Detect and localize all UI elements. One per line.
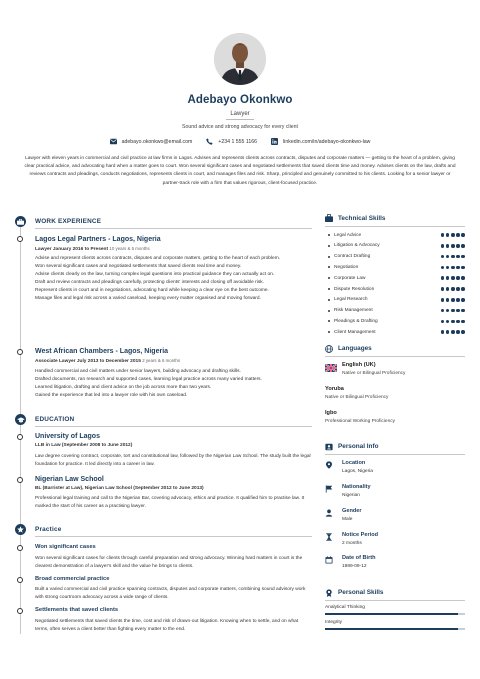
timeline-dot (17, 434, 23, 440)
skill-rating (441, 330, 465, 334)
bullet (328, 331, 330, 333)
badge-icon (325, 589, 333, 597)
rating-dot (456, 298, 460, 302)
skill-rating (441, 244, 465, 248)
rating-dot (446, 320, 450, 324)
bullet (328, 256, 330, 258)
rating-dot (461, 276, 465, 280)
personal-skill-bar (325, 613, 465, 615)
calendar-icon (325, 556, 333, 564)
personal-skill-name: Analytical Thinking (325, 605, 365, 610)
skill-row (328, 296, 465, 304)
rating-dot (461, 320, 465, 324)
practice-description: Built a varied commercial and civil practice spanning contracts, disputes and corporate matters, combining sound advisory work with strong courtroom advocacy across a wide range of clients. (35, 587, 306, 601)
personal-skill-fill (325, 613, 458, 615)
rating-dot (456, 309, 460, 313)
info-label: Notice Period (342, 532, 379, 538)
rating-dot (446, 298, 450, 302)
phone-text: +234 1 555 1166 (218, 138, 258, 145)
info-label: Nationality (342, 484, 371, 490)
skill-row (328, 328, 465, 336)
rating-dot (456, 266, 460, 270)
profile-summary: Lawyer with eleven years in commercial and civil practice at law firms in Lagos. Advises and represents clients across contracts, disputes and corporate matters — getting to the heart of a problem, giving clear practical advice, and advocating hard when a matter goes to court. Won several significant cases and negotiated settlements that saved clients time and money. Advises clients on the law, drafts and reviews contracts and pleadings, conducts negotiations, represents clients in court, and manages files and risk. Sharp, principled and genuinely committed to his clients. Looking for a senior lawyer or partner-track role with a firm that values rigorous, client-focused practice. (24, 156, 456, 186)
info-value: Male (342, 517, 353, 522)
practice-description: Won several significant cases for clients through careful preparation and strong advocacy. Winning hard matters in court is the clearest demonstration of a lawyer's skill and the value he brings to clients. (35, 556, 303, 570)
education-degree: LLB in Law (September 2008 to June 2012) (35, 443, 133, 448)
skill-row (328, 274, 465, 282)
skill-rating (441, 276, 465, 280)
id-card-icon (325, 443, 333, 451)
rating-dot (456, 244, 460, 248)
bullet (328, 299, 330, 301)
rating-dot (451, 233, 455, 237)
rating-dot (451, 320, 455, 324)
bullet (328, 245, 330, 247)
job-company: West African Chambers - Lagos, Nigeria (35, 348, 169, 355)
job-title: Lawyer (230, 111, 250, 117)
info-value: Nigerian (342, 493, 360, 498)
location-pin-icon (325, 461, 333, 469)
info-value: Lagos, Nigeria (342, 469, 373, 474)
flag-icon (325, 485, 333, 493)
globe-icon (325, 345, 333, 353)
language-name: English (UK) (342, 362, 376, 368)
rating-dot (461, 266, 465, 270)
contact-linkedin[interactable] (271, 138, 370, 145)
section-title-experience: WORK EXPERIENCE (35, 218, 102, 225)
timeline-dot (17, 236, 23, 242)
rating-dot (451, 287, 455, 291)
timeline-dot (17, 477, 23, 483)
education-degree: BL (Barrister at Law), Nigerian Law School (September 2012 to June 2013) (35, 486, 204, 491)
skill-row (328, 317, 465, 325)
section-title-personal-skills: Personal Skills (338, 589, 384, 596)
rating-dot (456, 276, 460, 280)
rating-dot (441, 309, 445, 313)
info-label: Location (342, 460, 366, 466)
rating-dot (461, 309, 465, 313)
rating-dot (451, 276, 455, 280)
rating-dot (451, 255, 455, 259)
timeline-dot (17, 608, 23, 614)
contact-bar (0, 138, 480, 145)
rating-dot (456, 255, 460, 259)
mail-icon (110, 138, 117, 145)
language-level: Native or Bilingual Proficiency (342, 371, 406, 376)
graduation-cap-icon (15, 414, 26, 425)
practice-title: Broad commercial practice (35, 576, 110, 582)
info-label: Date of Birth (342, 555, 376, 561)
bullet (328, 277, 330, 279)
rating-dot (456, 330, 460, 334)
timeline-dot (17, 577, 23, 583)
info-label: Gender (342, 508, 362, 514)
section-title-practice: Practice (35, 526, 62, 533)
rating-dot (441, 287, 445, 291)
section-title-education: EDUCATION (35, 416, 75, 423)
skill-row (328, 285, 465, 293)
skill-name: Negotiation (334, 264, 359, 270)
job-description: Handled commercial and civil matters under senior lawyers, building advocacy and drafting skills. Drafted documents, ran research and supported cases, learning legal practice across many varied matters. Learned litigation, drafting and client advice on the job across more than two years. Gained the experience that led into a lawyer role with his own caseload. (35, 369, 262, 399)
practice-description: Negotiated settlements that saved clients the time, cost and risk of drawn-out litigation. Knowing when to settle, and on what terms, often serves a client better than fighting every matter to the end. (35, 619, 299, 633)
job-role-dates: Lawyer January 2016 to Present 10 years & 5 months (35, 246, 150, 252)
personal-skill-fill (325, 628, 458, 630)
section-title-languages: Languages (338, 345, 372, 352)
skill-row (328, 231, 465, 239)
section-divider (35, 426, 312, 427)
timeline-dot (17, 545, 23, 551)
practice-title: Won significant cases (35, 544, 96, 550)
bullet (328, 320, 330, 322)
job-role-dates: Associate Lawyer July 2013 to December 2015 2 years & 6 months (35, 358, 181, 364)
rating-dot (441, 320, 445, 324)
rating-dot (441, 330, 445, 334)
rating-dot (446, 276, 450, 280)
education-school: University of Lagos (35, 433, 100, 440)
contact-phone[interactable] (206, 138, 257, 145)
skill-name: Contract Drafting (334, 254, 371, 260)
section-title-personal-info: Personal Info (338, 443, 379, 450)
bullet (328, 266, 330, 268)
rating-dot (446, 309, 450, 313)
rating-dot (446, 266, 450, 270)
rating-dot (451, 298, 455, 302)
rating-dot (451, 244, 455, 248)
skill-name: Risk Management (334, 308, 373, 314)
briefcase-icon (325, 214, 333, 222)
skill-rating (441, 233, 465, 237)
uk-flag-icon (325, 364, 337, 372)
rating-dot (441, 255, 445, 259)
rating-dot (441, 233, 445, 237)
phone-icon (206, 138, 213, 145)
language-name: Yoruba (325, 386, 344, 392)
rating-dot (446, 287, 450, 291)
rating-dot (441, 298, 445, 302)
education-school: Nigerian Law School (35, 476, 104, 483)
rating-dot (446, 233, 450, 237)
skill-name: Dispute Resolution (334, 286, 375, 292)
skill-name: Legal Advice (334, 232, 362, 238)
personal-skill-name: Integrity (325, 620, 343, 625)
candidate-name: Adebayo Okonkwo (187, 94, 293, 106)
rating-dot (461, 330, 465, 334)
skill-name: Pleadings & Drafting (334, 318, 378, 324)
education-description: Professional legal training and call to the Nigerian Bar, covering advocacy, ethics and practice. It qualified him to practise law. It marked the start of his career as a practising lawyer. (35, 496, 305, 510)
skill-rating (441, 266, 465, 270)
skill-row (328, 242, 465, 250)
practice-title: Settlements that saved clients (35, 607, 119, 613)
rating-dot (446, 255, 450, 259)
skill-rating (441, 287, 465, 291)
user-icon (325, 509, 333, 517)
rating-dot (441, 276, 445, 280)
language-name: Igbo (325, 410, 337, 416)
section-title-skills: Technical Skills (338, 215, 386, 222)
rating-dot (456, 233, 460, 237)
rating-dot (446, 330, 450, 334)
rating-dot (461, 255, 465, 259)
skill-rating (441, 298, 465, 302)
section-divider (325, 356, 465, 357)
rating-dot (456, 287, 460, 291)
section-divider (325, 226, 465, 227)
bullet (328, 234, 330, 236)
hourglass-icon (325, 533, 333, 541)
skill-row (328, 263, 465, 271)
tagline: Sound advice and strong advocacy for every client (182, 124, 298, 130)
timeline-dot (17, 349, 23, 355)
linkedin-text: linkedin.com/in/adebayo-okonkwo-law (283, 138, 371, 145)
rating-dot (451, 309, 455, 313)
rating-dot (451, 266, 455, 270)
rating-dot (456, 320, 460, 324)
briefcase-icon (15, 216, 26, 227)
language-level: Professional Working Proficiency (325, 419, 396, 424)
education-description: Law degree covering contract, corporate, tort and constitutional law, followed by the Nigerian Law School. The study built the legal foundation for practice. It led directly into a career in law. (35, 454, 311, 468)
job-description: Advise and represent clients across contracts, disputes and corporate matters, getting to the heart of each problem. Won several significant cases and negotiated settlements that saved clients real time and money. Advise clients clearly on the law, turning complex legal questions into practical guidance they can actually act on. Draft and review contracts and pleadings carefully, protecting clients' interests and closing off avoidable risk. Represent clients in court and in negotiations, advocating hard while keeping a clear eye on the best outcome. Manage files and legal risk across a varied caseload, keeping every matter organised and moving forward. (35, 256, 281, 302)
linkedin-icon (271, 138, 278, 145)
skill-row (328, 307, 465, 315)
rating-dot (461, 244, 465, 248)
rating-dot (441, 244, 445, 248)
skill-name: Litigation & Advocacy (334, 243, 380, 249)
info-value: 2 months (342, 541, 362, 546)
bullet (328, 288, 330, 290)
skill-name: Client Management (334, 329, 376, 335)
language-level: Native or Bilingual Proficiency (325, 395, 389, 400)
info-value: 1989-09-12 (342, 564, 367, 569)
section-divider (325, 454, 465, 455)
star-icon (15, 524, 26, 535)
skill-rating (441, 255, 465, 259)
profile-photo (214, 33, 266, 85)
personal-skill-bar (325, 628, 465, 630)
rating-dot (446, 244, 450, 248)
skill-rating (441, 309, 465, 313)
rating-dot (461, 287, 465, 291)
job-company: Lagos Legal Partners - Lagos, Nigeria (35, 236, 161, 243)
rating-dot (461, 233, 465, 237)
section-divider (35, 228, 312, 229)
rating-dot (461, 298, 465, 302)
contact-email[interactable] (110, 138, 193, 145)
section-divider (325, 600, 465, 601)
timeline-line (20, 218, 21, 634)
skill-name: Corporate Law (334, 275, 366, 281)
rating-dot (441, 266, 445, 270)
title-divider (226, 119, 254, 120)
skill-rating (441, 320, 465, 324)
rating-dot (451, 330, 455, 334)
skill-row (328, 253, 465, 261)
email-text: adebayo.okonkwo@email.com (121, 138, 193, 145)
skill-name: Legal Research (334, 297, 368, 303)
section-divider (35, 536, 312, 537)
bullet (328, 310, 330, 312)
